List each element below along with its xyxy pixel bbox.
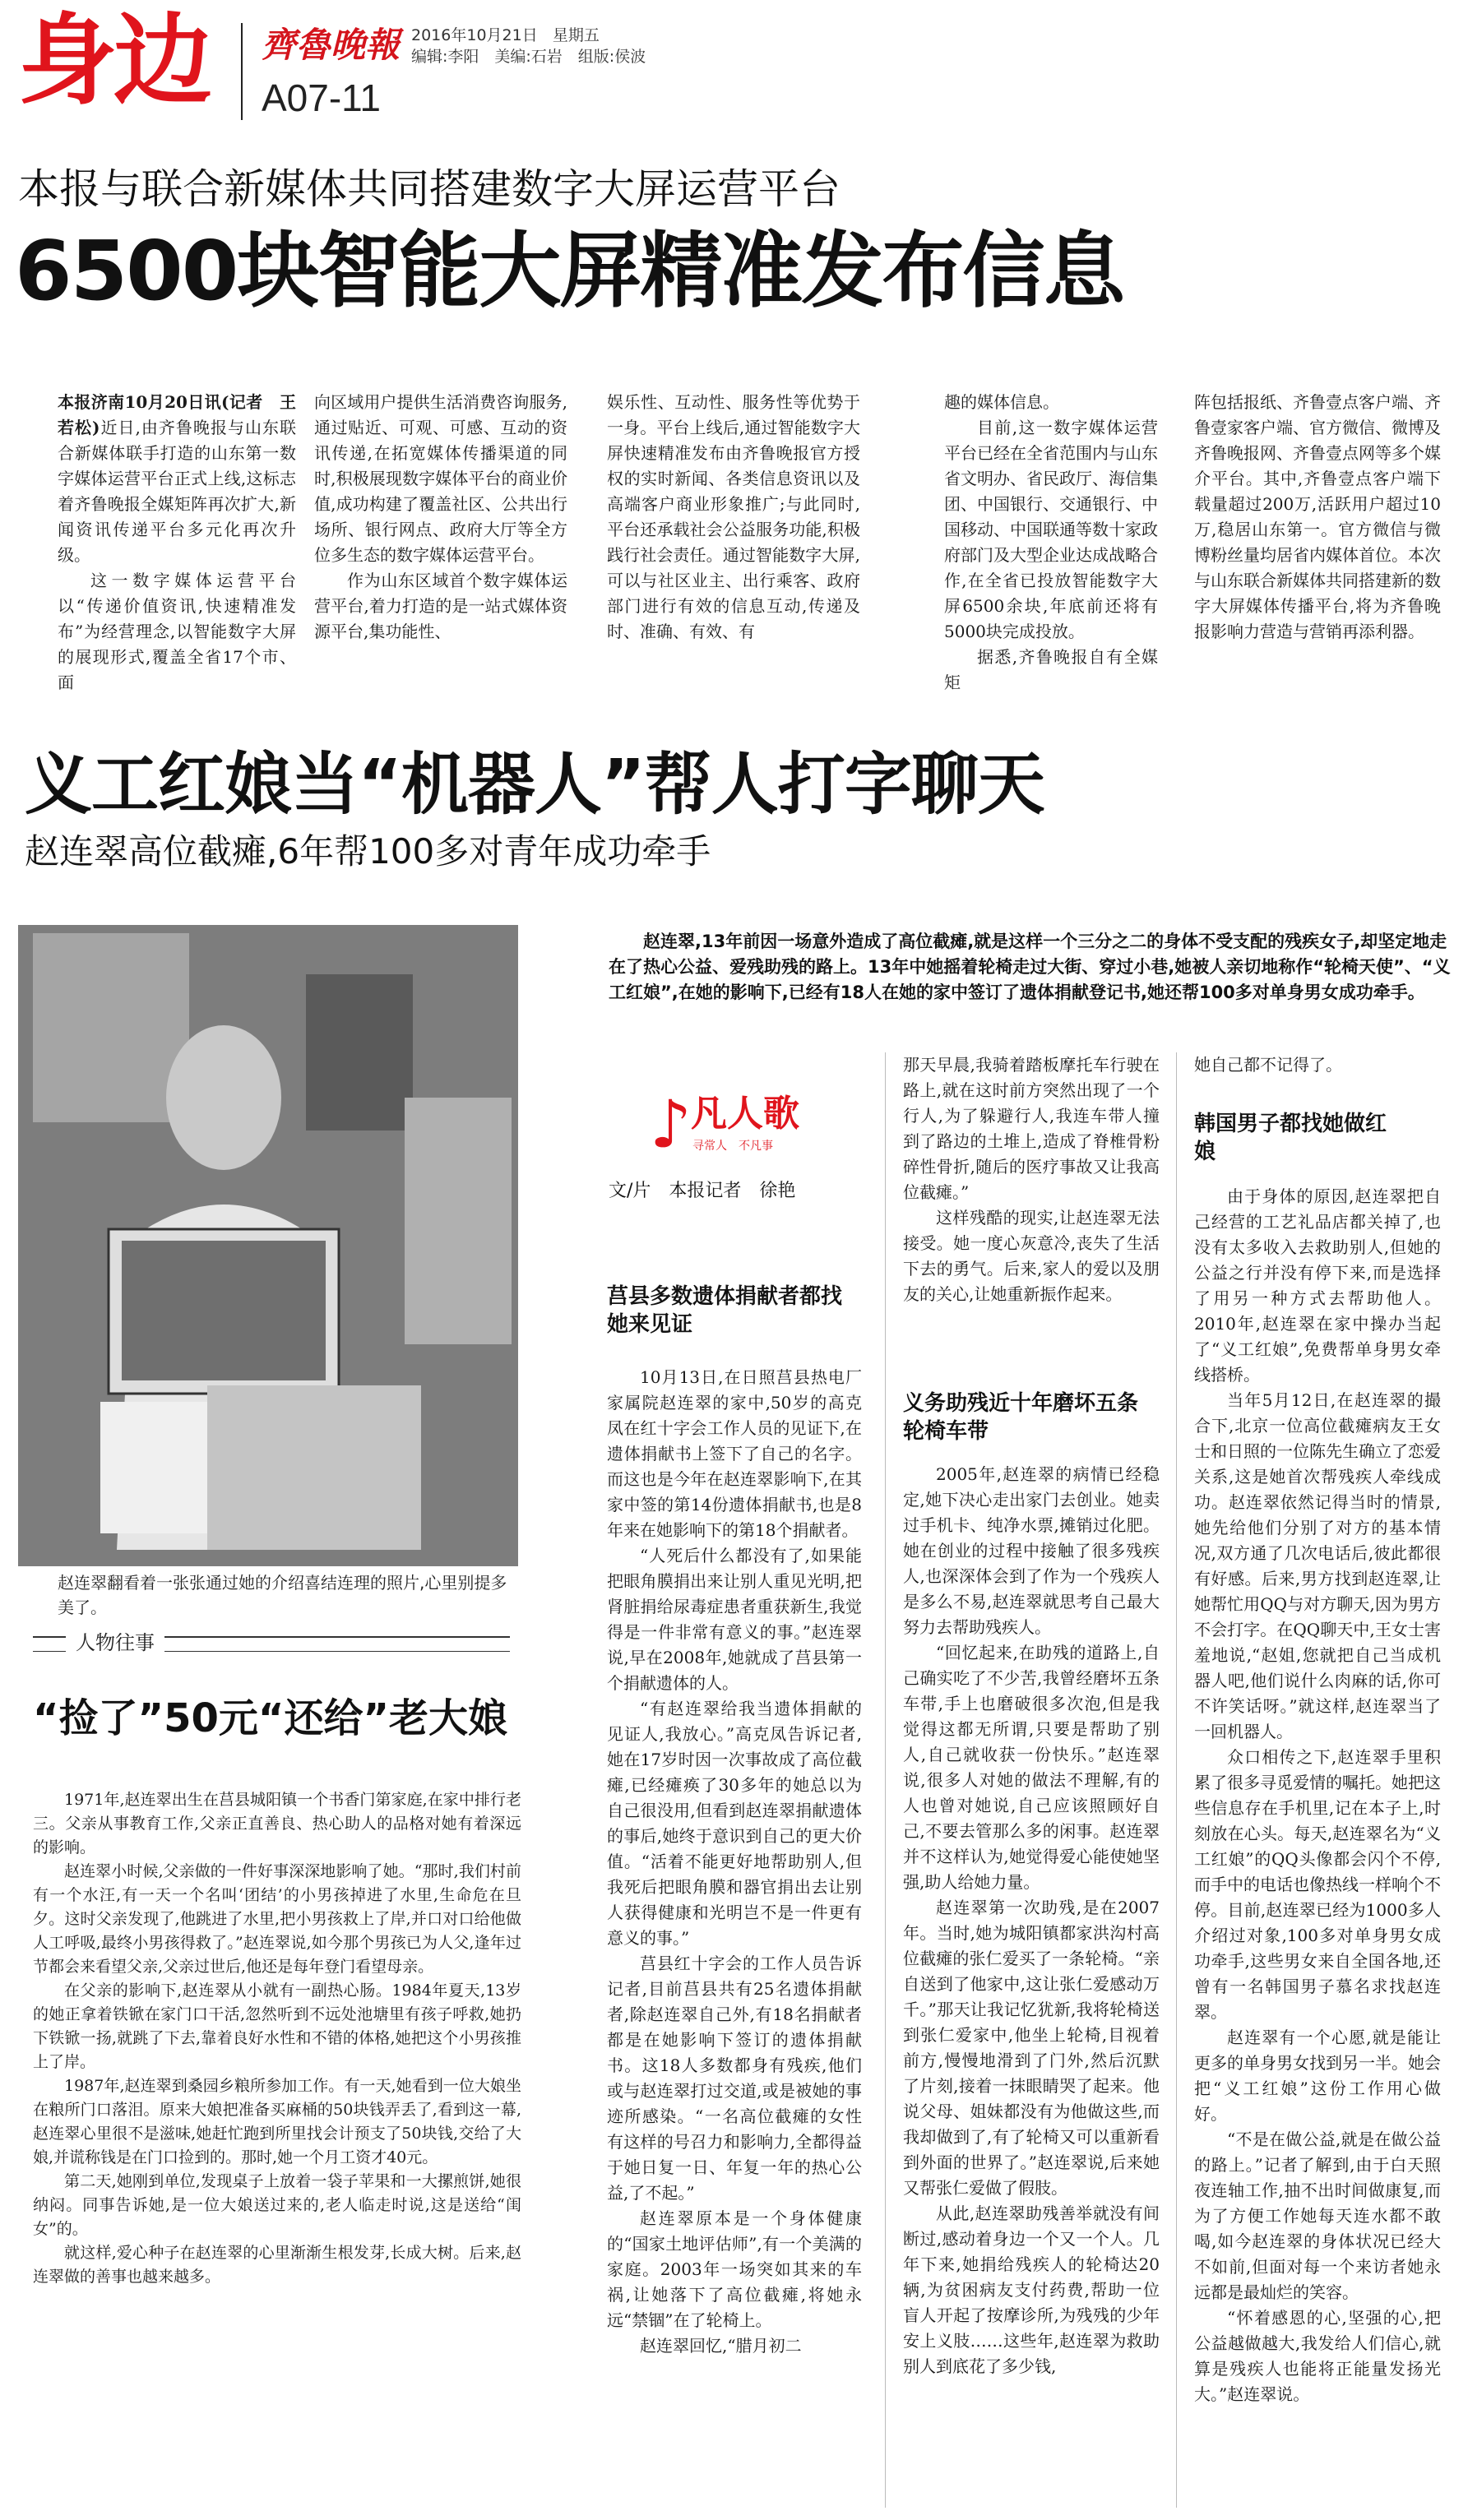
section-title: 身边: [18, 4, 209, 118]
c1-p4: 莒县红十字会的工作人员告诉记者,目前莒县共有25名遗体捐献者,除赵连翠自己外,有18名捐献者都是在她影响下签订的遗体捐献书。这18人多数都身有残疾,他们或与赵连翠打过交道,或是被她的事迹所感染。“一名高位截瘫的女性有这样的号召力和影响力,全都得益于她日复一日、年复一年的热心公益,了不起。”: [607, 1954, 862, 2203]
c2b-p4: 从此,赵连翠助残善举就没有间断过,感动着身边一个又一个人。几年下来,她捐给残疾人的轮椅达20辆,为贫困病友支付药费,帮助一位盲人开起了按摩诊所,为残残的少年安上义肢……这些年,赵连翠为救助别人到底花了多少钱,: [903, 2203, 1160, 2376]
story2-column-3b: [1194, 1184, 1441, 2407]
c1-p1: 10月13日,在日照莒县热电厂家属院赵连翠的家中,50岁的高克凤在红十字会工作人员的见证下,在遗体捐献书上签下了自己的名字。而这也是今年在赵连翠影响下,在其家中签的第14份遗体捐献书,也是8年来在她影响下的第18个捐献者。: [607, 1367, 862, 1540]
s3-p3: 在父亲的影响下,赵连翠从小就有一副热心肠。1984年夏天,13岁的她正拿着铁锨在家门口干活,忽然听到不远处池塘里有孩子呼救,她扔下铁锨一扬,就跳了下去,靠着良好水性和不错的体格,她把这个小男孩推上了岸。: [33, 1981, 521, 2071]
story1-headline: 6500块智能大屏精准发布信息: [15, 223, 1124, 319]
story2-column-1: [607, 1365, 862, 2359]
story1-col1b: 这一数字媒体运营平台以“传递价值资讯,快速精准发布”为经营理念,以智能数字大屏的展现形式,覆盖全省17个市、面: [58, 571, 296, 692]
story3-body: [33, 1788, 521, 2289]
story2-sub1: 莒县多数遗体捐献者都找她来见证: [607, 1284, 843, 1337]
masthead-divider: [241, 23, 243, 120]
story2-sub2: 义务助残近十年磨坏五条轮椅车带: [903, 1391, 1139, 1444]
photo-caption: 赵连翠翻看着一张张通过她的介绍喜结连理的照片,心里别提多美了。: [58, 1573, 507, 1617]
s3-p1: 1971年,赵连翠出生在莒县城阳镇一个书香门第家庭,在家中排行老三。父亲从事教育工作,父亲正直善良、热心助人的品格对她有着深远的影响。: [33, 1791, 521, 1856]
masthead-date: [411, 25, 600, 46]
story3-kicker: 人物往事: [66, 1628, 164, 1658]
s3-p4: 1987年,赵连翠到桑园乡粮所参加工作。有一天,她看到一位大娘坐在粮所门口落泪。原来大娘把准备买麻桶的50块钱弄丢了,看到这一幕,赵连翠心里很不是滋味,她赶忙跑到所里找会计预支了50块钱,交给了大娘,并谎称钱是在门口捡到的。那时,她一个月工资才40元。: [33, 2077, 521, 2166]
c1-p2: “人死后什么都没有了,如果能把眼角膜捐出来让别人重见光明,把肾脏捐给尿毒症患者重获新生,我觉得是一件非常有意义的事。”赵连翠说,早在2008年,她就成了莒县第一个捐献遗体的人。: [607, 1546, 862, 1693]
story1-kicker: 本报与联合新媒体共同搭建数字大屏运营平台: [18, 165, 841, 213]
c3b-p6: “怀着感恩的心,坚强的心,把公益越做越大,我发给人们信心,就算是残疾人也能将正能量发扬光大。”赵连翠说。: [1194, 2308, 1441, 2404]
date-text: 2016年10月21日: [411, 26, 538, 44]
story2-photo: [18, 925, 518, 1566]
story2-column-2: [903, 1052, 1160, 1307]
story1-col2: 向区域用户提供生活消费咨询服务,通过贴近、可观、可感、互动的资讯传递,在拓宽媒体传播渠道的同时,积极展现数字媒体平台的商业价值,成功构建了覆盖社区、公共出行场所、银行网点、政府大厅等全方位多生态的数字媒体运营平台。: [314, 392, 567, 565]
page-code: A07-11: [262, 76, 381, 119]
story2-lead: 赵连翠,13年前因一场意外造成了高位截瘫,就是这样一个三分之二的身体不受支配的残疾女子,却坚定地走在了热心公益、爱残助残的路上。13年中她摇着轮椅走过大街、穿过小巷,她被人亲切地称作“轮椅天使”、“义工红娘”,在她的影响下,已经有18人在她的家中签订了遗体捐献登记书,她还帮100多对单身男女成功牵手。: [609, 932, 1451, 1002]
c3b-p5: “不是在做公益,就是在做公益的路上。”记者了解到,由于白天照夜连轴工作,抽不出时间做康复,而为了方便工作她每天连水都不敢喝,如今赵连翠的身体状况已经大不如前,但面对每一个来访者她永远都是最灿烂的笑容。: [1194, 2129, 1441, 2302]
story2-byline: 文/片 本报记者 徐艳: [609, 1181, 796, 1201]
story1-column-5: [1194, 390, 1441, 645]
story1-col3: 娱乐性、互动性、服务性等优势于一身。平台上线后,通过智能数字大屏快速精准发布由齐鲁晚报官方授权的实时新闻、各类信息资讯以及高端客户商业形象推广;与此同时,平台还承载社会公益服务功能,积极践行社会责任。通过智能数字大屏,可以与社区业主、出行乘客、政府部门进行有效的信息互动,传递及时、准确、有效、有: [607, 392, 860, 641]
c1-p6: 赵连翠回忆,“腊月初二: [640, 2336, 802, 2356]
c3b-p4: 赵连翠有一个心愿,就是能让更多的单身男女找到另一半。她会把“义工红娘”这份工作用心做好。: [1194, 2028, 1441, 2124]
paper-logo: 齊魯晚報: [262, 25, 401, 65]
story1-col1-text: 近日,由齐鲁晚报与山东联合新媒体联手打造的山东第一数字媒体运营平台正式上线,这标志着齐鲁晚报全媒矩阵再次扩大,新闻资讯传递平台多元化再次升级。: [58, 418, 297, 565]
story1-col4b: 目前,这一数字媒体运营平台已经在全省范围内与山东省文明办、省民政厅、海信集团、中国银行、交通银行、中国移动、中国联通等数十家政府部门及大型企业达成战略合作,在全省已投放智能数字大屏6500余块,年底前还将有5000块完成投放。: [944, 418, 1158, 641]
story1-column-1: [58, 390, 296, 696]
story1-col5: 阵包括报纸、齐鲁壹点客户端、齐鲁壹家客户端、官方微信、微博及齐鲁晚报网、齐鲁壹点网等多个媒介平台。其中,齐鲁壹点客户端下载量超过200万,活跃用户超过10万,稳居山东第一。官方微信与微博粉丝量均居省内媒体首位。本次与山东联合新媒体共同搭建新的数字大屏媒体传播平台,将为齐鲁晚报影响力营造与营销再添利器。: [1194, 392, 1441, 641]
c2b-p2: “回忆起来,在助残的道路上,自己确实吃了不少苦,我曾经磨坏五条车带,手上也磨破很多次泡,但是我觉得这都无所谓,只要是帮助了别人,自己就收获一份快乐。”赵连翠说,很多人对她的做法不理解,有的人也曾对她说,自己应该照顾好自己,不要去管那么多的闲事。赵连翠并不这样认为,她觉得爱心能使她坚强,助人给她力量。: [903, 1643, 1160, 1892]
c1-p5: 赵连翠原本是一个身体健康的“国家土地评估师”,有一个美满的家庭。2003年一场突如其来的车祸,让她落下了高位截瘫,将她永远“禁锢”在了轮椅上。: [607, 2208, 862, 2330]
c2b-p3: 赵连翠第一次助残,是在2007年。当时,她为城阳镇都家洪沟村高位截瘫的张仁爱买了一条轮椅。“亲自送到了他家中,这让张仁爱感动万千。”那天让我记忆犹新,我将轮椅送到张仁爱家中,他坐上轮椅,目视着前方,慢慢地滑到了门外,然后沉默了片刻,接着一抹眼睛哭了起来。他说父母、姐妹都没有为他做这些,而我却做到了,有了轮椅又可以重新看到外面的世界了。”赵连翠说,后来她又帮张仁爱做了假肢。: [903, 1898, 1160, 2198]
photo-illustration: [18, 925, 518, 1566]
c2-p1: 那天早晨,我骑着踏板摩托车行驶在路上,就在这时前方突然出现了一个行人,为了躲避行人,我连车带人撞到了路边的土堆上,造成了脊椎骨粉碎性骨折,随后的医疗事故又让我高位截瘫。”: [903, 1055, 1160, 1202]
story1-column-4: [944, 390, 1158, 696]
story1-column-2: [314, 390, 567, 645]
story2-sub3: 韩国男子都找她做红娘: [1194, 1112, 1387, 1164]
s3-p6: 就这样,爱心种子在赵连翠的心里渐渐生根发芽,长成大树。后来,赵连翠做的善事也越来越多。: [33, 2244, 521, 2286]
c1-p3: “有赵连翠给我当遗体捐献的见证人,我放心。”高克凤告诉记者,她在17岁时因一次事故成了高位截瘫,已经瘫痪了30多年的她总以为自己很没用,但看到赵连翠捐献遗体的事后,她终于意识到自己的更大价值。“活着不能更好地帮助别人,但我死后把眼角膜和器官捐出去让别人获得健康和光明岂不是一件更有意义的事。”: [607, 1699, 862, 1948]
story1-col4c: 据悉,齐鲁晚报自有全媒矩: [944, 647, 1158, 692]
weekday-text: 星期五: [552, 26, 600, 44]
music-note-icon: ♪: [650, 1086, 692, 1163]
s3-p5: 第二天,她刚到单位,发现桌子上放着一袋子苹果和一大摞煎饼,她很纳闷。同事告诉她,是一位大娘送过来的,老人临走时说,这是送给“闺女”的。: [33, 2172, 521, 2238]
column-rule: [1176, 1052, 1177, 2508]
story3-headline: “捡了”50元“还给”老大娘: [33, 1695, 507, 1741]
c3-p1: 她自己都不记得了。: [1194, 1055, 1342, 1075]
fanren-logo: [650, 1085, 831, 1163]
story1-column-3: [607, 390, 860, 645]
story2-headline: 义工红娘当“机器人”帮人打字聊天: [25, 746, 1044, 824]
c3b-p3: 众口相传之下,赵连翠手里积累了很多寻觅爱情的嘱托。她把这些信息存在手机里,记在本子上,时刻放在心头。每天,赵连翠名为“义工红娘”的QQ头像都会闪个不停,而手中的电话也像热线一样响个不停。目前,赵连翠已经为1000多人介绍过对象,100多对单身男女成功牵手,这些男女来自全国各地,还曾有一名韩国男子慕名求找赵连翠。: [1194, 1747, 1441, 2022]
logo-title: 凡人歌: [691, 1093, 799, 1135]
story1-col2b: 作为山东区域首个数字媒体运营平台,着力打造的是一站式媒体资源平台,集功能性、: [314, 571, 567, 641]
logo-slogan: 寻常人 不凡事: [692, 1140, 773, 1153]
story2-column-3: [1194, 1052, 1441, 1078]
masthead-credits: 编辑:李阳 美编:石岩 组版:侯波: [411, 48, 646, 66]
c3b-p1: 由于身体的原因,赵连翠把自己经营的工艺礼品店都关掉了,也没有太多收入去救助别人,但她的公益之行并没有停下来,而是选择了用另一种方式去帮助他人。2010年,赵连翠在家中操办当起了“义工红娘”,免费帮单身男女牵线搭桥。: [1194, 1186, 1441, 1385]
story2-subhead: 赵连翠高位截瘫,6年帮100多对青年成功牵手: [25, 831, 711, 872]
column-rule: [885, 1052, 886, 2508]
c2b-p1: 2005年,赵连翠的病情已经稳定,她下决心走出家门去创业。她卖过手机卡、纯净水票,摊销过化肥。她在创业的过程中接触了很多残疾人,也深深体会到了作为一个残疾人是多么不易,赵连翠就思考自己最大努力去帮助残疾人。: [903, 1464, 1160, 1637]
c3b-p2: 当年5月12日,在赵连翠的撮合下,北京一位高位截瘫病友王女士和日照的一位陈先生确立了恋爱关系,这是她首次帮残疾人牵线成功。赵连翠依然记得当时的情景,她先给他们分别了对方的基本情况,双方通了几次电话后,彼此都很有好感。后来,男方找到赵连翠,让她帮忙用QQ与对方聊天,因为男方不会打字。在QQ聊天中,王女士害羞地说,“赵姐,您就把自己当成机器人吧,他们说什么肉麻的话,你可不许笑话呀。”就这样,赵连翠当了一回机器人。: [1194, 1390, 1441, 1741]
story2-column-2b: [903, 1462, 1160, 2379]
story1-col4: 趣的媒体信息。: [944, 392, 1059, 412]
story1-byline: 本报济南10月20日讯(记者 王若松): [58, 392, 296, 437]
c2-p2: 这样残酷的现实,让赵连翠无法接受。她一度心灰意冷,丧失了生活下去的勇气。后来,家人的爱以及朋友的关心,让她重新振作起来。: [903, 1208, 1160, 1304]
s3-p2: 赵连翠小时候,父亲做的一件好事深深地影响了她。“那时,我们村前有一个水汪,有一天一个名叫‘团结’的小男孩掉进了水里,生命危在旦夕。这时父亲发现了,他跳进了水里,把小男孩救上了岸,并口对口给他做人工呼吸,最终小男孩得救了。”赵连翠说,如今那个男孩已为人父,逢年过节都会来看望父亲,父亲过世后,他还是每年登门看望母亲。: [33, 1862, 521, 1976]
